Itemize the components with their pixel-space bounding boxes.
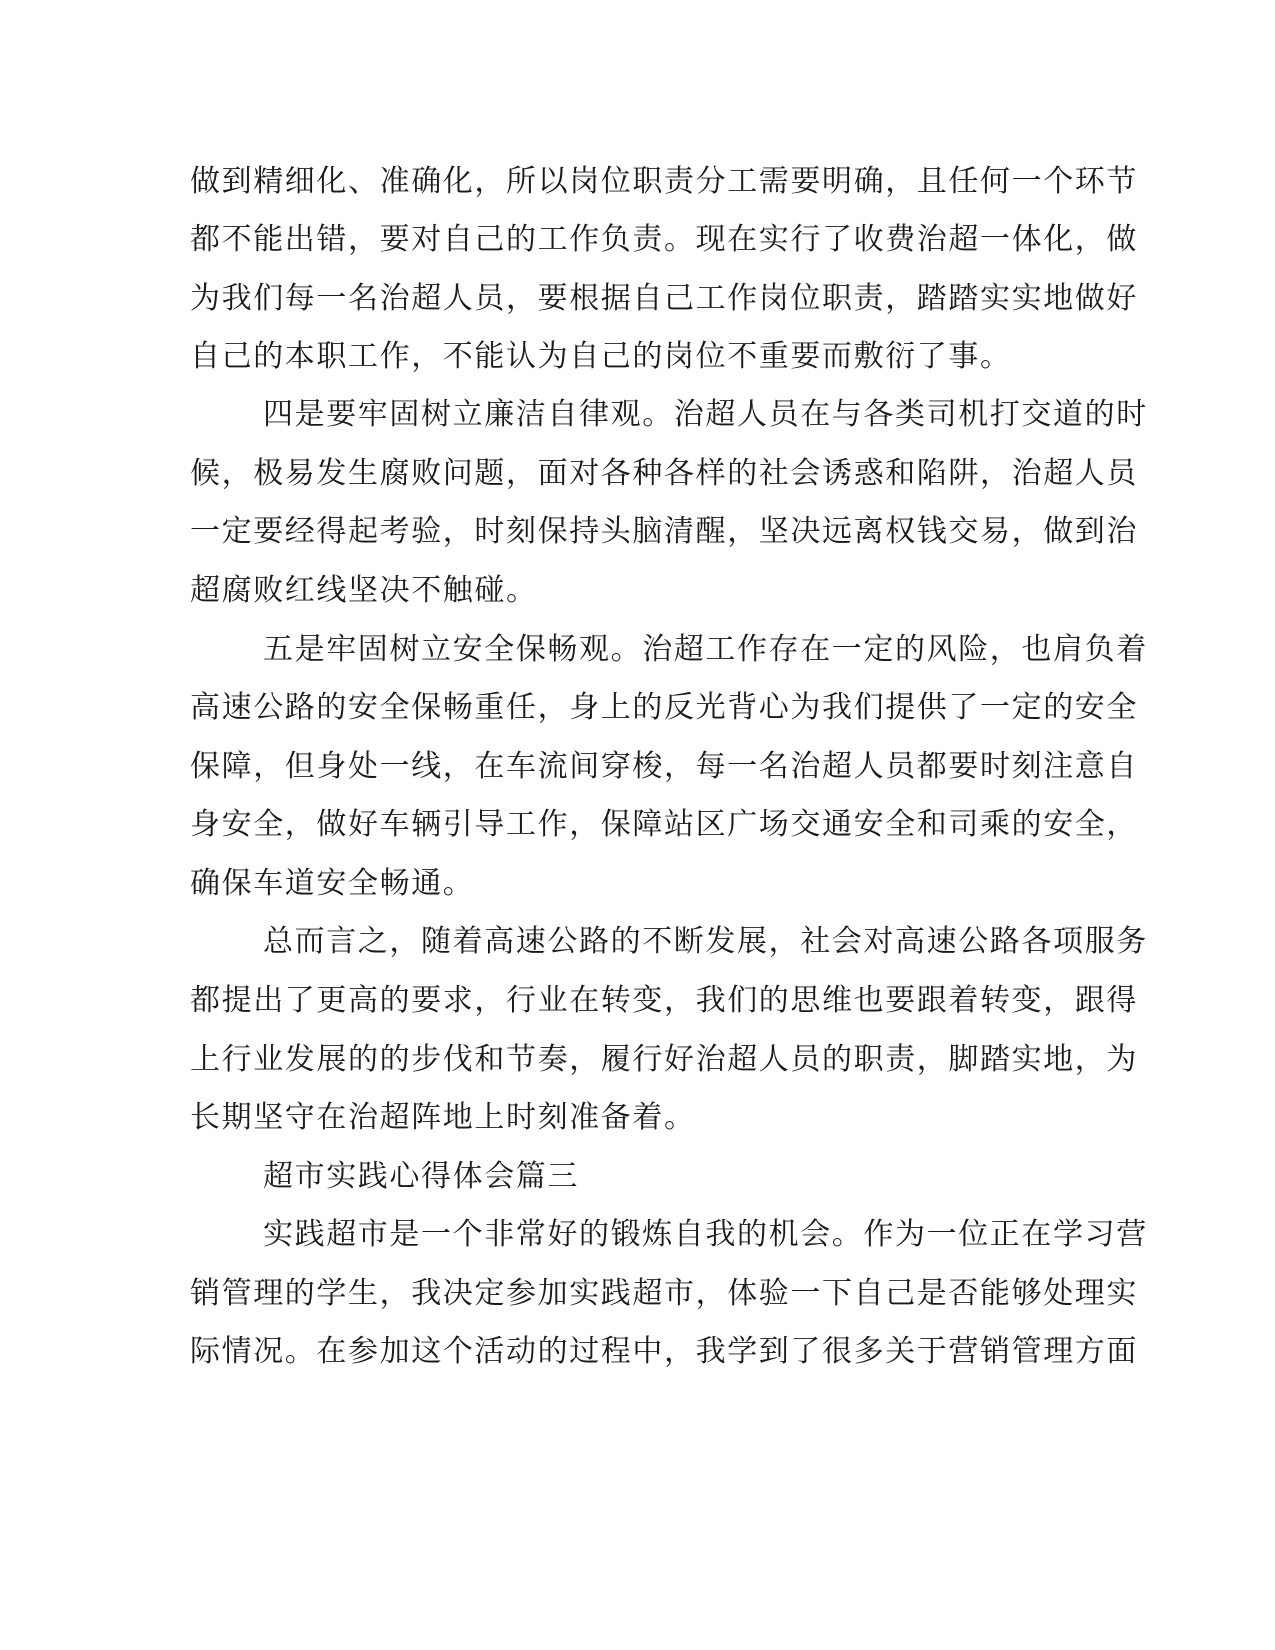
text-line: 都提出了更高的要求，行业在转变，我们的思维也要跟着转变，跟得: [190, 983, 1138, 1018]
paragraph-first-line: 总而言之，随着高速公路的不断发展，社会对高速公路各项服务: [263, 924, 1148, 959]
text-line: 超腐败红线坚决不触碰。: [190, 573, 538, 608]
text-line: 候，极易发生腐败问题，面对各种各样的社会诱惑和陷阱，治超人员: [190, 456, 1138, 491]
text-line: 保障，但身处一线，在车流间穿梭，每一名治超人员都要时刻注意自: [190, 749, 1138, 784]
text-line: 做到精细化、准确化，所以岗位职责分工需要明确，且任何一个环节: [190, 164, 1138, 199]
text-line: 都不能出错，要对自己的工作负责。现在实行了收费治超一体化，做: [190, 222, 1138, 257]
text-line: 长期坚守在治超阵地上时刻准备着。: [190, 1100, 696, 1135]
text-line: 确保车道安全畅通。: [190, 866, 475, 901]
text-line: 一定要经得起考验，时刻保持头脑清醒，坚决远离权钱交易，做到治: [190, 514, 1138, 549]
text-line: 销管理的学生，我决定参加实践超市，体验一下自己是否能够处理实: [190, 1276, 1138, 1311]
text-line: 身安全，做好车辆引导工作，保障站区广场交通安全和司乘的安全，: [190, 807, 1138, 842]
paragraph-first-line: 实践超市是一个非常好的锻炼自我的机会。作为一位正在学习营: [263, 1217, 1148, 1252]
text-line: 高速公路的安全保畅重任，身上的反光背心为我们提供了一定的安全: [190, 690, 1138, 725]
text-line: 为我们每一名治超人员，要根据自己工作岗位职责，踏踏实实地做好: [190, 281, 1138, 316]
text-line: 自己的本职工作，不能认为自己的岗位不重要而敷衍了事。: [190, 339, 1012, 374]
paragraph-first-line: 五是牢固树立安全保畅观。治超工作存在一定的风险，也肩负着: [263, 632, 1148, 667]
section-heading: 超市实践心得体会篇三: [263, 1159, 579, 1194]
paragraph-first-line: 四是要牢固树立廉洁自律观。治超人员在与各类司机打交道的时: [263, 397, 1148, 432]
text-line: 上行业发展的的步伐和节奏，履行好治超人员的职责，脚踏实地，为: [190, 1042, 1138, 1077]
text-line: 际情况。在参加这个活动的过程中，我学到了很多关于营销管理方面: [190, 1334, 1138, 1369]
